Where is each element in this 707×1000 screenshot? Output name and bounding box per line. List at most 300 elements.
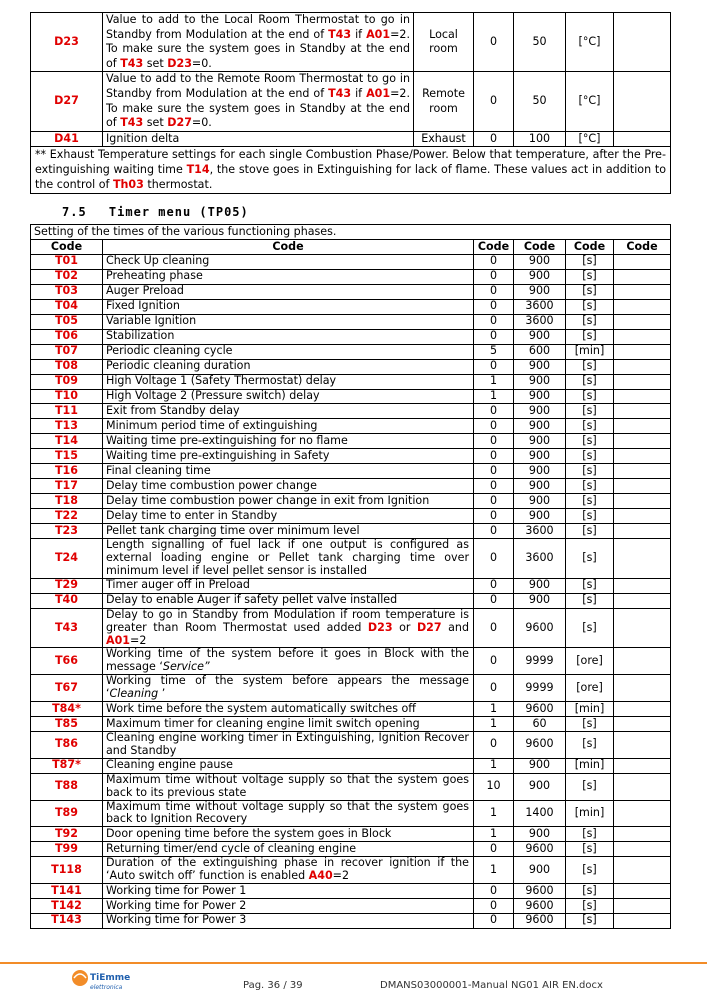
timer-extra (614, 578, 671, 593)
description-text: =2 (332, 869, 350, 883)
timer-max: 900 (514, 434, 566, 449)
timer-code: T40 (31, 593, 103, 608)
timer-description (103, 404, 474, 419)
table-row (31, 758, 671, 773)
description-text: Delay time to enter in Standby (106, 508, 278, 522)
timer-min: 0 (474, 675, 514, 702)
table-row (31, 329, 671, 344)
parameter-ref: A01 (366, 27, 391, 41)
timer-description (103, 731, 474, 758)
description-text: Auger Preload (106, 284, 184, 298)
table-row (31, 578, 671, 593)
logo-text: TiEmme (90, 973, 130, 983)
timer-code: T08 (31, 359, 103, 374)
timer-min: 0 (474, 509, 514, 524)
timer-max: 900 (514, 578, 566, 593)
timer-min: 0 (474, 539, 514, 579)
table-header-row (31, 239, 671, 254)
timer-code: T141 (31, 884, 103, 899)
column-header: Code (103, 239, 474, 254)
description-text: Pellet tank charging time over minimum level (106, 523, 360, 537)
timer-unit: [s] (566, 731, 614, 758)
timer-min: 5 (474, 344, 514, 359)
timer-min: 0 (474, 608, 514, 648)
timer-extra (614, 731, 671, 758)
description-text: Minimum period time of extinguishing (106, 418, 318, 432)
column-header: Code (514, 239, 566, 254)
parameter-ref: A01 (366, 86, 391, 100)
parameter-unit: [°C] (566, 13, 614, 72)
timer-unit: [s] (566, 494, 614, 509)
table-row (31, 13, 671, 72)
timer-description (103, 284, 474, 299)
description-text: Working time for Power 1 (106, 883, 247, 897)
table-intro: Setting of the times of the various functioning phases. (31, 225, 671, 240)
timer-extra (614, 254, 671, 269)
timer-code: T67 (31, 675, 103, 702)
timer-unit: [s] (566, 389, 614, 404)
table-row (31, 449, 671, 464)
timer-min: 0 (474, 899, 514, 914)
timer-code: T22 (31, 509, 103, 524)
parameter-ref: D27 (167, 116, 192, 130)
parameter-ref: A40 (308, 869, 333, 883)
timer-max: 900 (514, 284, 566, 299)
timer-max: 900 (514, 479, 566, 494)
timer-description (103, 716, 474, 731)
timer-menu-table (30, 224, 671, 929)
timer-description (103, 449, 474, 464)
timer-code: T02 (31, 269, 103, 284)
timer-code: T24 (31, 539, 103, 579)
timer-max: 9600 (514, 702, 566, 717)
timer-min: 0 (474, 593, 514, 608)
timer-extra (614, 449, 671, 464)
timer-min: 1 (474, 800, 514, 827)
description-text: Maximum time without voltage supply so that the system goes back to Ignition Recovery (106, 799, 469, 826)
parameter-category: Local room (414, 13, 474, 72)
timer-max: 900 (514, 494, 566, 509)
column-header: Code (566, 239, 614, 254)
parameter-code: D41 (31, 131, 103, 147)
timer-description (103, 314, 474, 329)
timer-max: 9600 (514, 884, 566, 899)
timer-unit: [s] (566, 479, 614, 494)
timer-max: 900 (514, 404, 566, 419)
timer-extra (614, 374, 671, 389)
timer-max: 9600 (514, 608, 566, 648)
timer-extra (614, 314, 671, 329)
description-text: Waiting time pre-extinguishing for no flame (106, 433, 348, 447)
parameter-ref: T43 (120, 56, 144, 70)
description-text: ** Exhaust Temperature settings for each single Combustion Phase/Power. Below that temperature, after the Pre-extinguishing waiting time (35, 148, 666, 176)
table-row (31, 72, 671, 131)
table-row (31, 254, 671, 269)
logo-subtext: elettronica (90, 984, 123, 991)
timer-unit: [s] (566, 773, 614, 800)
description-text: Ignition delta (106, 131, 180, 145)
timer-description (103, 479, 474, 494)
parameter-category: Remote room (414, 72, 474, 131)
timer-extra (614, 419, 671, 434)
parameter-max: 100 (514, 131, 566, 147)
timer-max: 900 (514, 449, 566, 464)
description-text: Delay time combustion power change in exit from Ignition (106, 493, 430, 507)
timer-max: 3600 (514, 299, 566, 314)
description-text: High Voltage 1 (Safety Thermostat) delay (106, 374, 337, 388)
parameter-ref: T14 (186, 162, 210, 176)
timer-max: 9999 (514, 648, 566, 675)
timer-extra (614, 899, 671, 914)
timer-unit: [s] (566, 913, 614, 928)
timer-max: 60 (514, 716, 566, 731)
timer-max: 900 (514, 269, 566, 284)
table-row (31, 344, 671, 359)
timer-unit: [s] (566, 419, 614, 434)
timer-unit: [s] (566, 842, 614, 857)
timer-extra (614, 404, 671, 419)
timer-code: T07 (31, 344, 103, 359)
timer-min: 0 (474, 299, 514, 314)
description-text: or (392, 620, 417, 634)
timer-code: T18 (31, 494, 103, 509)
timer-code: T15 (31, 449, 103, 464)
description-text: =0. (191, 56, 212, 70)
timer-min: 0 (474, 434, 514, 449)
timer-min: 0 (474, 731, 514, 758)
timer-description (103, 359, 474, 374)
timer-code: T88 (31, 773, 103, 800)
timer-min: 0 (474, 578, 514, 593)
parameter-description (103, 72, 414, 131)
description-text: Waiting time pre-extinguishing in Safety (106, 448, 330, 462)
timer-max: 1400 (514, 800, 566, 827)
description-text: Value to add to the Local Room Thermostat to go in Standby from Modulation at the end of (106, 13, 410, 41)
table-row (31, 731, 671, 758)
timer-code: T03 (31, 284, 103, 299)
timer-code: T11 (31, 404, 103, 419)
description-text: Working time of the system before appears the message ‘ (106, 674, 469, 701)
timer-unit: [s] (566, 314, 614, 329)
timer-max: 9600 (514, 842, 566, 857)
timer-description (103, 539, 474, 579)
timer-extra (614, 648, 671, 675)
timer-unit: [s] (566, 254, 614, 269)
table-row (31, 434, 671, 449)
timer-unit: [s] (566, 857, 614, 884)
timer-description (103, 578, 474, 593)
timer-code: T118 (31, 857, 103, 884)
column-header: Code (614, 239, 671, 254)
timer-unit: [s] (566, 524, 614, 539)
timer-unit: [min] (566, 344, 614, 359)
timer-extra (614, 284, 671, 299)
timer-min: 0 (474, 359, 514, 374)
table-row (31, 404, 671, 419)
timer-min: 0 (474, 494, 514, 509)
timer-unit: [s] (566, 884, 614, 899)
timer-unit: [s] (566, 329, 614, 344)
timer-code: T143 (31, 913, 103, 928)
timer-min: 0 (474, 419, 514, 434)
column-header: Code (31, 239, 103, 254)
timer-description (103, 374, 474, 389)
parameter-category: Exhaust (414, 131, 474, 147)
timer-max: 3600 (514, 314, 566, 329)
timer-unit: [min] (566, 702, 614, 717)
timer-min: 0 (474, 524, 514, 539)
timer-max: 900 (514, 464, 566, 479)
timer-unit: [s] (566, 464, 614, 479)
timer-unit: [s] (566, 449, 614, 464)
timer-unit: [ore] (566, 648, 614, 675)
timer-max: 900 (514, 389, 566, 404)
timer-unit: [s] (566, 269, 614, 284)
timer-code: T13 (31, 419, 103, 434)
timer-code: T84* (31, 702, 103, 717)
timer-max: 900 (514, 509, 566, 524)
timer-unit: [s] (566, 716, 614, 731)
timer-max: 900 (514, 374, 566, 389)
table-row (31, 702, 671, 717)
description-text: thermostat. (143, 177, 213, 191)
timer-description (103, 434, 474, 449)
timer-unit: [min] (566, 758, 614, 773)
description-text: if (351, 86, 367, 100)
timer-min: 0 (474, 404, 514, 419)
timer-code: T29 (31, 578, 103, 593)
description-text: Stabilization (106, 329, 175, 343)
description-text: Check Up cleaning (106, 254, 210, 268)
description-text: =2. To make sure the system goes in Standby at the end of (106, 86, 410, 130)
description-text: Maximum time without voltage supply so that the system goes back to its previous state (106, 772, 469, 799)
timer-extra (614, 675, 671, 702)
timer-extra (614, 608, 671, 648)
timer-description (103, 608, 474, 648)
parameter-unit: [°C] (566, 131, 614, 147)
table-row (31, 827, 671, 842)
parameter-ref: Th03 (112, 177, 144, 191)
timer-min: 0 (474, 314, 514, 329)
parameter-extra (614, 13, 671, 72)
footer-divider (0, 962, 707, 964)
timer-min: 0 (474, 842, 514, 857)
table-row (31, 800, 671, 827)
parameter-min: 0 (474, 13, 514, 72)
timer-min: 0 (474, 254, 514, 269)
timer-code: T17 (31, 479, 103, 494)
timer-description (103, 800, 474, 827)
description-text: Returning timer/end cycle of cleaning engine (106, 841, 357, 855)
timer-description (103, 254, 474, 269)
timer-min: 0 (474, 479, 514, 494)
timer-description (103, 464, 474, 479)
timer-description (103, 827, 474, 842)
description-text: Maximum timer for cleaning engine limit switch opening (106, 716, 420, 730)
description-text: Cleaning engine pause (106, 758, 234, 772)
table-row (31, 608, 671, 648)
timer-code: T23 (31, 524, 103, 539)
description-text: Periodic cleaning cycle (106, 344, 233, 358)
timer-description (103, 299, 474, 314)
timer-code: T92 (31, 827, 103, 842)
timer-description (103, 702, 474, 717)
description-text: Service” (162, 660, 210, 674)
description-text: ’ (158, 687, 166, 701)
timer-extra (614, 389, 671, 404)
timer-unit: [s] (566, 374, 614, 389)
timer-max: 900 (514, 827, 566, 842)
timer-extra (614, 464, 671, 479)
timer-min: 1 (474, 389, 514, 404)
timer-max: 3600 (514, 539, 566, 579)
description-text: , the stove goes in Extinguishing for lack of flame. These values act in addition to the control of (35, 162, 666, 191)
parameter-extra (614, 72, 671, 131)
parameter-description (103, 131, 414, 147)
parameter-description (103, 13, 414, 72)
description-text: Working time for Power 3 (106, 913, 247, 927)
timer-extra (614, 884, 671, 899)
timer-unit: [s] (566, 284, 614, 299)
description-text: Cleaning engine working timer in Extinguishing, Ignition Recover and Standby (106, 730, 469, 757)
table-row (31, 269, 671, 284)
timer-min: 0 (474, 648, 514, 675)
table-row (31, 299, 671, 314)
timer-unit: [s] (566, 299, 614, 314)
description-text: and (441, 620, 469, 634)
timer-code: T142 (31, 899, 103, 914)
timer-min: 0 (474, 269, 514, 284)
description-text: Value to add to the Remote Room Thermostat to go in Standby from Modulation at the end of (106, 72, 410, 100)
timer-unit: [s] (566, 404, 614, 419)
timer-max: 9999 (514, 675, 566, 702)
description-text: Preheating phase (106, 269, 203, 283)
table-row (31, 284, 671, 299)
timer-unit: [s] (566, 434, 614, 449)
description-text: Delay time combustion power change (106, 478, 317, 492)
description-text: Cleaning (109, 687, 159, 701)
timer-min: 0 (474, 884, 514, 899)
table-row (31, 389, 671, 404)
table-row (31, 509, 671, 524)
section-number: 7.5 (62, 205, 87, 219)
timer-code: T10 (31, 389, 103, 404)
table-row (31, 884, 671, 899)
table-row (31, 494, 671, 509)
timer-max: 900 (514, 857, 566, 884)
timer-min: 1 (474, 857, 514, 884)
table-row (31, 842, 671, 857)
timer-description (103, 913, 474, 928)
table-row (31, 675, 671, 702)
description-text: High Voltage 2 (Pressure switch) delay (106, 389, 320, 403)
timer-min: 0 (474, 329, 514, 344)
timer-extra (614, 593, 671, 608)
timer-description (103, 773, 474, 800)
timer-extra (614, 913, 671, 928)
parameter-code: D23 (31, 13, 103, 72)
timer-description (103, 842, 474, 857)
page-number: Pag. 36 / 39 (243, 980, 303, 991)
table-row (31, 899, 671, 914)
timer-extra (614, 827, 671, 842)
description-text: Door opening time before the system goes in Block (106, 826, 392, 840)
timer-min: 1 (474, 702, 514, 717)
timer-max: 9600 (514, 899, 566, 914)
parameter-ref: T43 (120, 116, 144, 130)
timer-max: 900 (514, 329, 566, 344)
timer-extra (614, 758, 671, 773)
table-row (31, 374, 671, 389)
table-row (31, 131, 671, 147)
timer-min: 0 (474, 464, 514, 479)
parameter-code: D27 (31, 72, 103, 131)
section-heading (62, 205, 249, 219)
description-text: Final cleaning time (106, 463, 211, 477)
timer-description (103, 593, 474, 608)
timer-min: 0 (474, 284, 514, 299)
description-text: Working time for Power 2 (106, 898, 247, 912)
description-text: Length signalling of fuel lack if one output is configured as external loading engine or Pellet tank charging time over minimum level if level pellet sensor is installed (106, 538, 469, 577)
parameters-table-continued (30, 12, 671, 194)
timer-description (103, 648, 474, 675)
table-row (31, 773, 671, 800)
description-text: =2 (130, 633, 147, 647)
description-text: Delay to enable Auger if safety pellet valve installed (106, 593, 398, 607)
description-text: =2. To make sure the system goes in Standby at the end of (106, 27, 410, 70)
timer-min: 1 (474, 758, 514, 773)
table-row (31, 314, 671, 329)
timer-code: T04 (31, 299, 103, 314)
timer-unit: [s] (566, 539, 614, 579)
timer-extra (614, 702, 671, 717)
parameter-min: 0 (474, 72, 514, 131)
description-text: Fixed Ignition (106, 299, 180, 313)
timer-code: T66 (31, 648, 103, 675)
timer-extra (614, 299, 671, 314)
timer-max: 900 (514, 758, 566, 773)
timer-description (103, 494, 474, 509)
timer-extra (614, 509, 671, 524)
timer-extra (614, 434, 671, 449)
tiemme-logo (70, 965, 130, 995)
table-row (31, 359, 671, 374)
description-text: set (143, 56, 168, 70)
timer-code: T16 (31, 464, 103, 479)
timer-description (103, 857, 474, 884)
description-text: Duration of the extinguishing phase in recover ignition if the ‘Auto switch off’ function is enabled (106, 856, 469, 883)
timer-description (103, 899, 474, 914)
timer-min: 0 (474, 913, 514, 928)
section-title: Timer menu (TP05) (108, 205, 249, 219)
description-text: Periodic cleaning duration (106, 359, 251, 373)
timer-extra (614, 842, 671, 857)
description-text: Variable Ignition (106, 314, 197, 328)
timer-extra (614, 857, 671, 884)
timer-unit: [s] (566, 578, 614, 593)
column-header: Code (474, 239, 514, 254)
timer-min: 1 (474, 716, 514, 731)
parameter-max: 50 (514, 13, 566, 72)
description-text: Exit from Standby delay (106, 404, 240, 417)
table-row (31, 716, 671, 731)
timer-max: 900 (514, 593, 566, 608)
description-text: Timer auger off in Preload (106, 578, 250, 592)
timer-max: 600 (514, 344, 566, 359)
timer-code: T01 (31, 254, 103, 269)
timer-code: T06 (31, 329, 103, 344)
timer-extra (614, 773, 671, 800)
